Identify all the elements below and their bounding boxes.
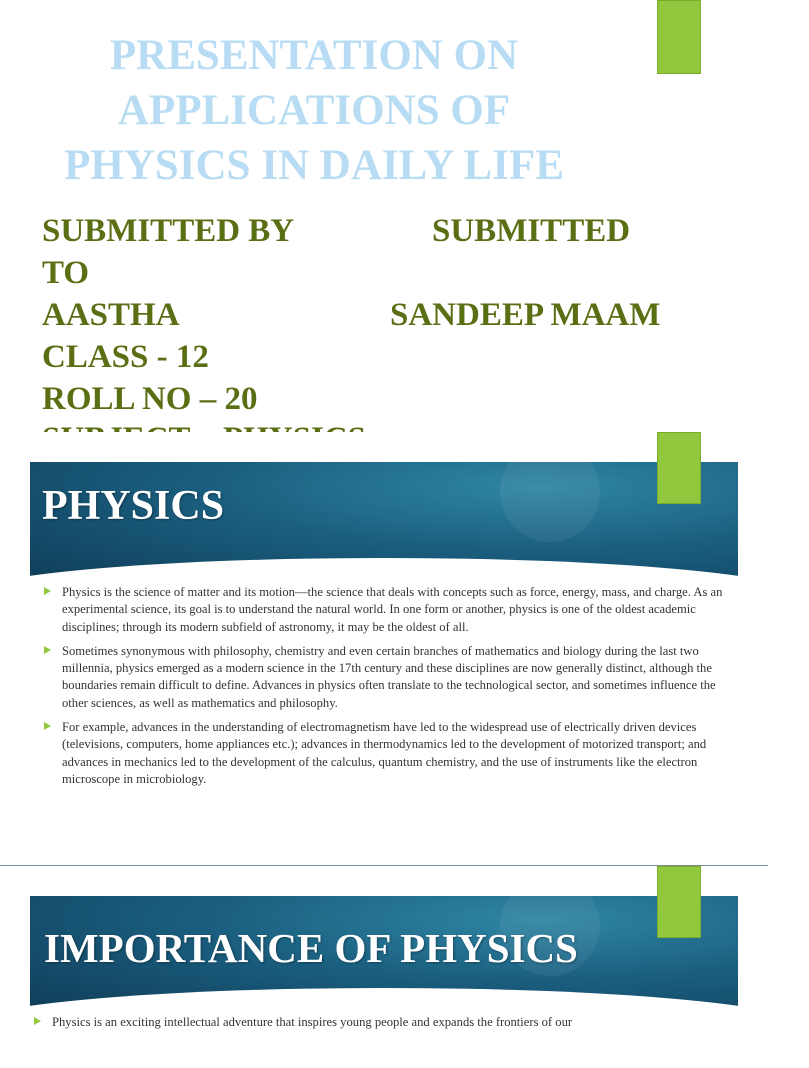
submitted-to-label-continued: TO (42, 255, 90, 291)
bullet-arrow-icon (34, 1017, 41, 1025)
student-name: AASTHA (42, 297, 180, 333)
title-banner (30, 462, 738, 584)
teacher-name: SANDEEP MAAM (390, 297, 661, 333)
importance-slide (0, 866, 768, 1029)
list-item: Sometimes synonymous with philosophy, chemistry and even certain branches of mathematics and biology during the last two millennia, physics emerged as a modern science in the 17th century and these disciplines are now generally distinct, although the boundaries remain difficult to define. Advances in physics often translate to the technological sector, and sometimes influence the other sciences, as well as mathematics and philosophy. (42, 643, 732, 712)
slide-title: IMPORTANCE OF PHYSICS (44, 925, 578, 971)
title-line: PRESENTATION ON (109, 32, 519, 79)
accent-bar (657, 866, 701, 938)
physics-slide (0, 432, 768, 866)
submitted-to-label: SUBMITTED (432, 213, 631, 249)
title-slide (0, 0, 768, 432)
bullet-arrow-icon (44, 646, 51, 654)
list-item: For example, advances in the understanding of electromagnetism have led to the widespread use of electrically driven devices (televisions, computers, home appliances etc.); advances in thermodynamics led to the development of motorized transport; and advances in mechanics led to the development of the calculus, quantum chemistry, and the use of instruments like the electron microscope in microbiology. (42, 719, 732, 788)
title-banner (30, 896, 738, 1012)
class-line: CLASS - 12 (42, 339, 209, 375)
banner-glow (500, 442, 600, 542)
accent-bar (657, 0, 701, 74)
roll-number-line: ROLL NO – 20 (42, 381, 258, 417)
bullet-arrow-icon (44, 722, 51, 730)
list-item: Physics is an exciting intellectual adventure that inspires young people and expands the frontiers of our (32, 1014, 732, 1031)
submitted-by-label: SUBMITTED BY (42, 213, 295, 249)
title-line: PHYSICS IN DAILY LIFE (64, 142, 564, 189)
slide-title: PHYSICS (42, 483, 225, 529)
bullet-arrow-icon (44, 587, 51, 595)
bullet-list (42, 584, 732, 788)
bullet-list (32, 1014, 732, 1031)
title-line: APPLICATIONS OF (117, 87, 511, 134)
list-item: Physics is the science of matter and its motion—the science that deals with concepts such as force, energy, mass, and charge. As an experimental science, its goal is to understand the natural world. In one form or another, physics is one of the oldest academic disciplines; through its modern subfield of astronomy, it may be the oldest of all. (42, 584, 732, 636)
accent-bar (657, 432, 701, 504)
presentation-title (34, 28, 594, 193)
